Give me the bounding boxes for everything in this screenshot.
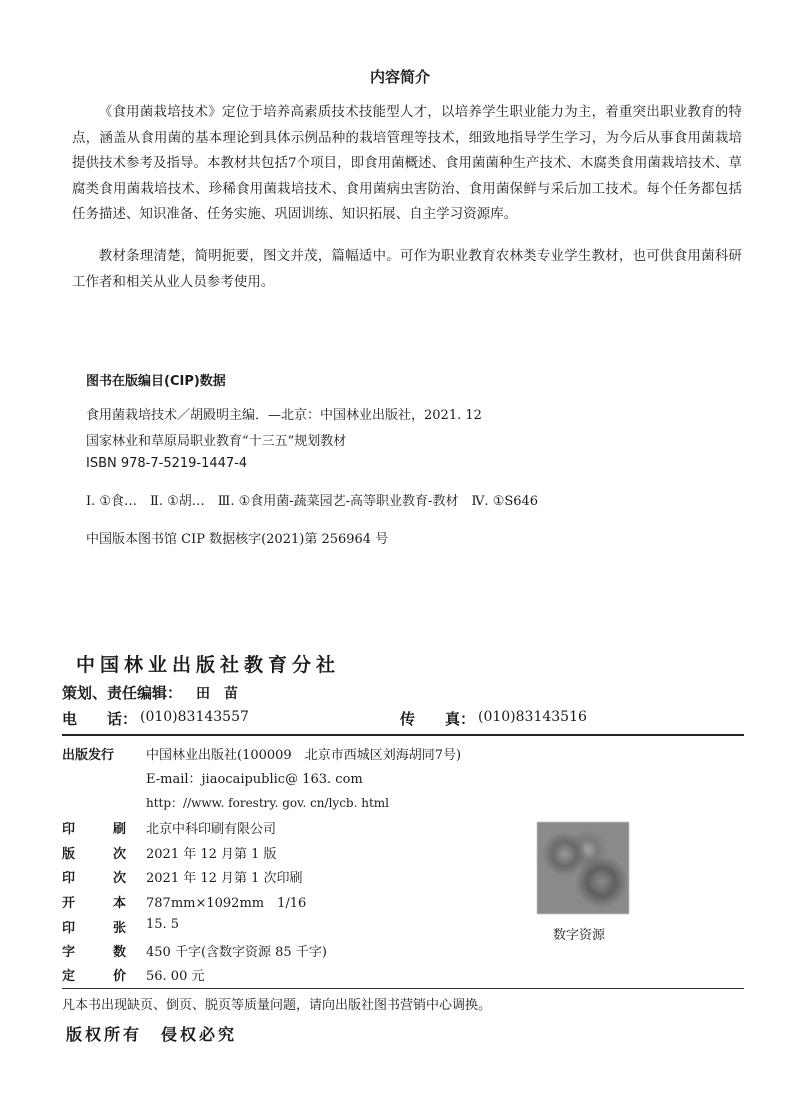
format-label: 开 本: [62, 896, 126, 911]
word-count-label: 字 数: [62, 945, 126, 960]
website-url: http：//www. forestry. gov. cn/lycb. html: [146, 796, 389, 810]
issue-label: 出版发行: [62, 748, 115, 763]
edition-label: 版 次: [62, 847, 126, 862]
cip-line-classification: Ⅰ. ①食… Ⅱ. ①胡… Ⅲ. ①食用菌-蔬菜园艺-高等职业教育-教材 Ⅳ. ①S646: [86, 494, 539, 509]
sheets-label: 印 张: [62, 921, 126, 936]
printer-label: 印 刷: [62, 822, 126, 837]
impression-label: 印 次: [62, 871, 126, 886]
quality-notice: 凡本书出现缺页、倒页、脱页等质量问题，请向出版社图书营销中心调换。: [62, 998, 492, 1013]
word-count-value: 450 千字(含数字资源 85 千字): [146, 945, 327, 960]
cip-line-series: 国家林业和草原局职业教育“十三五”规划教材: [86, 434, 347, 449]
intro-title: 内容简介: [369, 68, 430, 86]
qr-code-image[interactable]: [537, 822, 629, 914]
price-label: 定 价: [62, 969, 126, 984]
intro-paragraph-1: 《食用菌栽培技术》定位于培养高素质技术技能型人才，以培养学生职业能力为主，着重突出职业教育的特点，涵盖从食用菌的基本理论到具体示例品种的栽培管理等技术，细致地指导学生学习，为今后从事食用菌栽培提供技术参考及指导。本教材共包括7个项目，即食用菌概述、食用菌菌种生产技术、木腐类食用菌栽培技术、草腐类食用菌栽培技术、珍稀食用菌栽培技术、食用菌病虫害防治、食用菌保鲜与采后加工技术。每个任务都包括任务描述、知识准备、任务实施、巩固训练、知识拓展、自主学习资源库。: [72, 105, 742, 222]
cip-line-title-author: 食用菌栽培技术／胡殿明主编．—北京：中国林业出版社，2021. 12: [86, 408, 482, 423]
issue-value: 中国林业出版社(100009 北京市西城区刘海胡同7号): [146, 748, 462, 763]
fax-value: (010)83143516: [478, 709, 587, 725]
publisher-branch-name: 中国林业出版社教育分社: [76, 654, 341, 676]
format-value: 787mm×1092mm 1/16: [146, 896, 307, 911]
cip-line-isbn: ISBN 978-7-5219-1447-4: [86, 456, 248, 471]
editor-label: 策划、责任编辑：: [62, 684, 183, 702]
impression-value: 2021 年 12 月第 1 次印刷: [146, 871, 303, 886]
phone-value: (010)83143557: [140, 709, 249, 725]
editor-value: 田 苗: [196, 686, 238, 702]
cip-title: 图书在版编目(CIP)数据: [86, 374, 226, 389]
divider-top: [62, 734, 744, 736]
sheets-value: 15. 5: [146, 917, 180, 932]
copyright-notice: 版权所有 侵权必究: [66, 1025, 238, 1044]
phone-label: 电 话：: [62, 710, 138, 728]
price-value: 56. 00 元: [146, 969, 205, 984]
email-text: E-mail：jiaocaipublic@ 163. com: [146, 772, 363, 787]
divider-bottom: [62, 988, 744, 989]
cip-line-record-number: 中国版本图书馆 CIP 数据核字(2021)第 256964 号: [86, 532, 389, 547]
edition-value: 2021 年 12 月第 1 版: [146, 847, 277, 862]
fax-label: 传 真：: [400, 710, 476, 728]
intro-paragraph-2: 教材条理清楚，简明扼要，图文并茂，篇幅适中。可作为职业教育农林类专业学生教材，也可供食用菌科研工作者和相关从业人员参考使用。: [72, 249, 742, 290]
qr-code-label: 数字资源: [553, 928, 606, 943]
printer-value: 北京中科印刷有限公司: [146, 822, 277, 837]
